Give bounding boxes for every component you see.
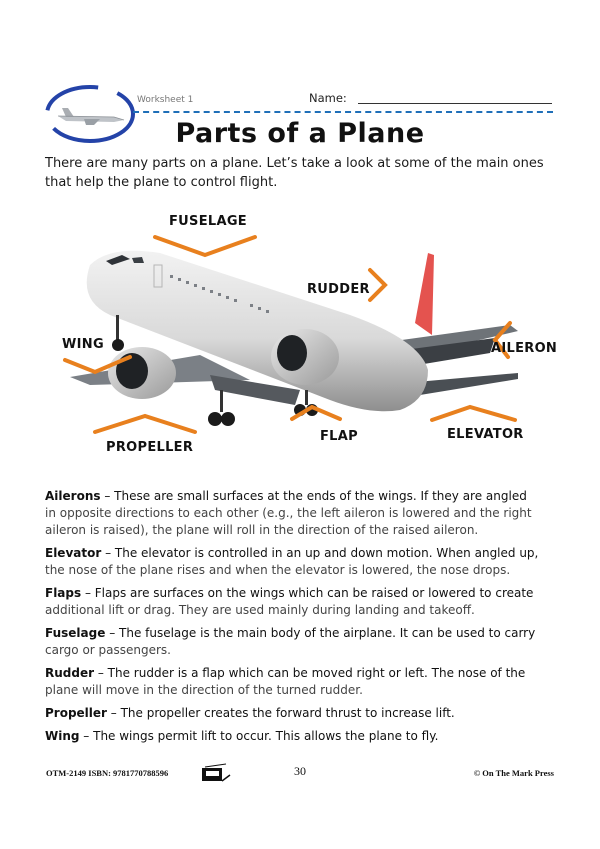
definition-flaps: Flaps – Flaps are surfaces on the wings which can be raised or lowered to create additional lift or drag. They are used mainly during landing and takeoff. [45,586,534,617]
label-elevator: ELEVATOR [447,427,524,442]
elevator-chevron [432,407,515,420]
definition-wing: Wing – The wings permit lift to occur. This allows the plane to fly. [45,729,439,743]
page-number: 30 [294,764,306,778]
label-wing: WING [62,337,104,352]
propeller-chevron [95,416,195,432]
page-title: Parts of a Plane [175,118,425,149]
name-input-line[interactable] [358,103,552,104]
definition-ailerons: Ailerons – These are small surfaces at the ends of the wings. If they are angled in opposite directions to each other (e.g., the left aileron is lowered and the right aileron is raised), the plane will roll in the direction of the raised aileron. [45,489,532,537]
label-aileron: AILERON [491,341,558,356]
definition-fuselage: Fuselage – The fuselage is the main body of the airplane. It can be used to carry cargo or passengers. [45,626,536,657]
label-fuselage: FUSELAGE [169,214,247,229]
airplane-diagram [50,205,570,470]
label-flap: FLAP [320,429,358,444]
footer-code: OTM-2149 ISBN: 9781770788596 [46,768,169,778]
name-label: Name: [309,91,347,105]
definition-rudder: Rudder – The rudder is a flap which can be moved right or left. The nose of the plane will move in the direction of the turned rudder. [45,666,526,697]
label-propeller: PROPELLER [106,440,194,455]
header-divider [133,111,553,113]
label-rudder: RUDDER [307,282,370,297]
intro-text: There are many parts on a plane. Let’s take a look at some of the main ones that help the plane to control flight. [45,156,544,190]
fuselage-chevron [155,237,255,255]
worksheet-label: Worksheet 1 [137,95,194,105]
footer-copyright: © On The Mark Press [473,768,554,778]
reading-book-icon [200,763,234,783]
definitions-list [45,488,565,751]
definition-propeller: Propeller – The propeller creates the forward thrust to increase lift. [45,706,455,720]
rudder-chevron [370,270,385,300]
definition-elevator: Elevator – The elevator is controlled in an up and down motion. When angled up, the nose of the plane rises and when the elevator is lowered, the nose drops. [45,546,539,577]
